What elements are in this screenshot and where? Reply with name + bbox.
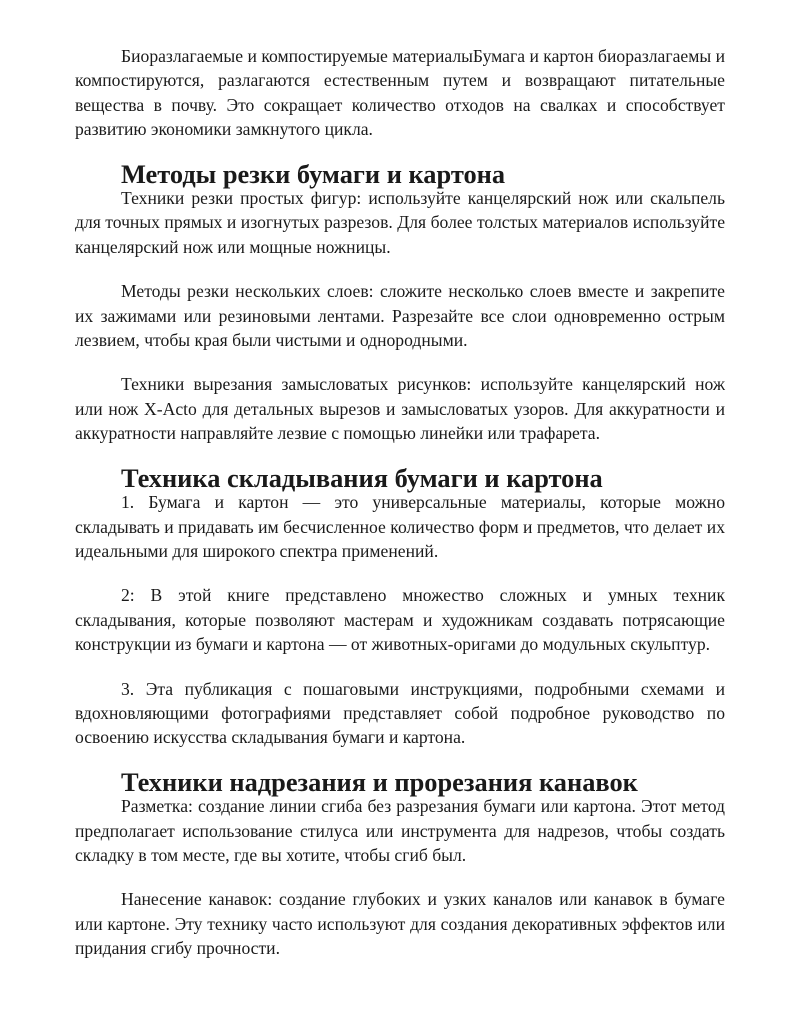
paragraph-scoring: Разметка: создание линии сгиба без разрезания бумаги или картона. Этот метод предполагает использование стилуса или инструмента для надрезов, чтобы создать складку в том месте, где вы хотите, чтобы сгиб был. — [75, 796, 725, 865]
section-heading-scoring: Техники надрезания и прорезания канавок — [121, 766, 638, 797]
paragraph-intricate-cutting: Техники вырезания замысловатых рисунков: используйте канцелярский нож или нож X-Acto для детальных вырезов и замысловатых узоров. Для аккуратности и аккуратности направляйте лезвие с помощью линейки или трафарета. — [75, 374, 725, 444]
section-heading-folding: Техника складывания бумаги и картона — [121, 462, 603, 493]
paragraph-folding-3: 3. Эта публикация с пошаговыми инструкциями, подробными схемами и вдохновляющими фотографиями представляет собой подробное руководство по освоению искусства складывания бумаги и картона. — [75, 678, 725, 748]
section-heading-cutting: Методы резки бумаги и картона — [121, 158, 506, 189]
paragraph-grooving: Нанесение канавок: создание глубоких и узких каналов или канавок в бумаге или картоне. Эту технику часто используют для создания декоративных эффектов или придания сгибу прочности. — [75, 889, 725, 959]
paragraph-simple-cutting: Техники резки простых фигур: используйте канцелярский нож или скальпель для точных прямых и изогнутых разрезов. Для более толстых материалов используйте канцелярский нож или мощные ножницы. — [75, 188, 725, 257]
paragraph-folding-1: 1. Бумага и картон — это универсальные материалы, которые можно складывать и придавать им бесчисленное количество форм и предметов, что делает их идеальными для широкого спектра применений. — [75, 492, 725, 561]
paragraph-folding-2: 2: В этой книге представлено множество сложных и умных техник складывания, которые позволяют мастерам и художникам создавать потрясающие конструкции из бумаги и картона — от животных-оригами до модульных скульптур. — [75, 585, 725, 655]
paragraph-multilayer-cutting: Методы резки нескольких слоев: сложите несколько слоев вместе и закрепите их зажимами или резиновыми лентами. Разрезайте все слои одновременно острым лезвием, чтобы края были чистыми и однородными. — [75, 281, 725, 351]
intro-paragraph: Биоразлагаемые и компостируемые материалыБумага и картон биоразлагаемы и компостируются, разлагаются естественным путем и возвращают питательные вещества в почву. Это сокращает количество отходов на свалках и способствует развитию экономики замкнутого цикла. — [75, 46, 725, 140]
